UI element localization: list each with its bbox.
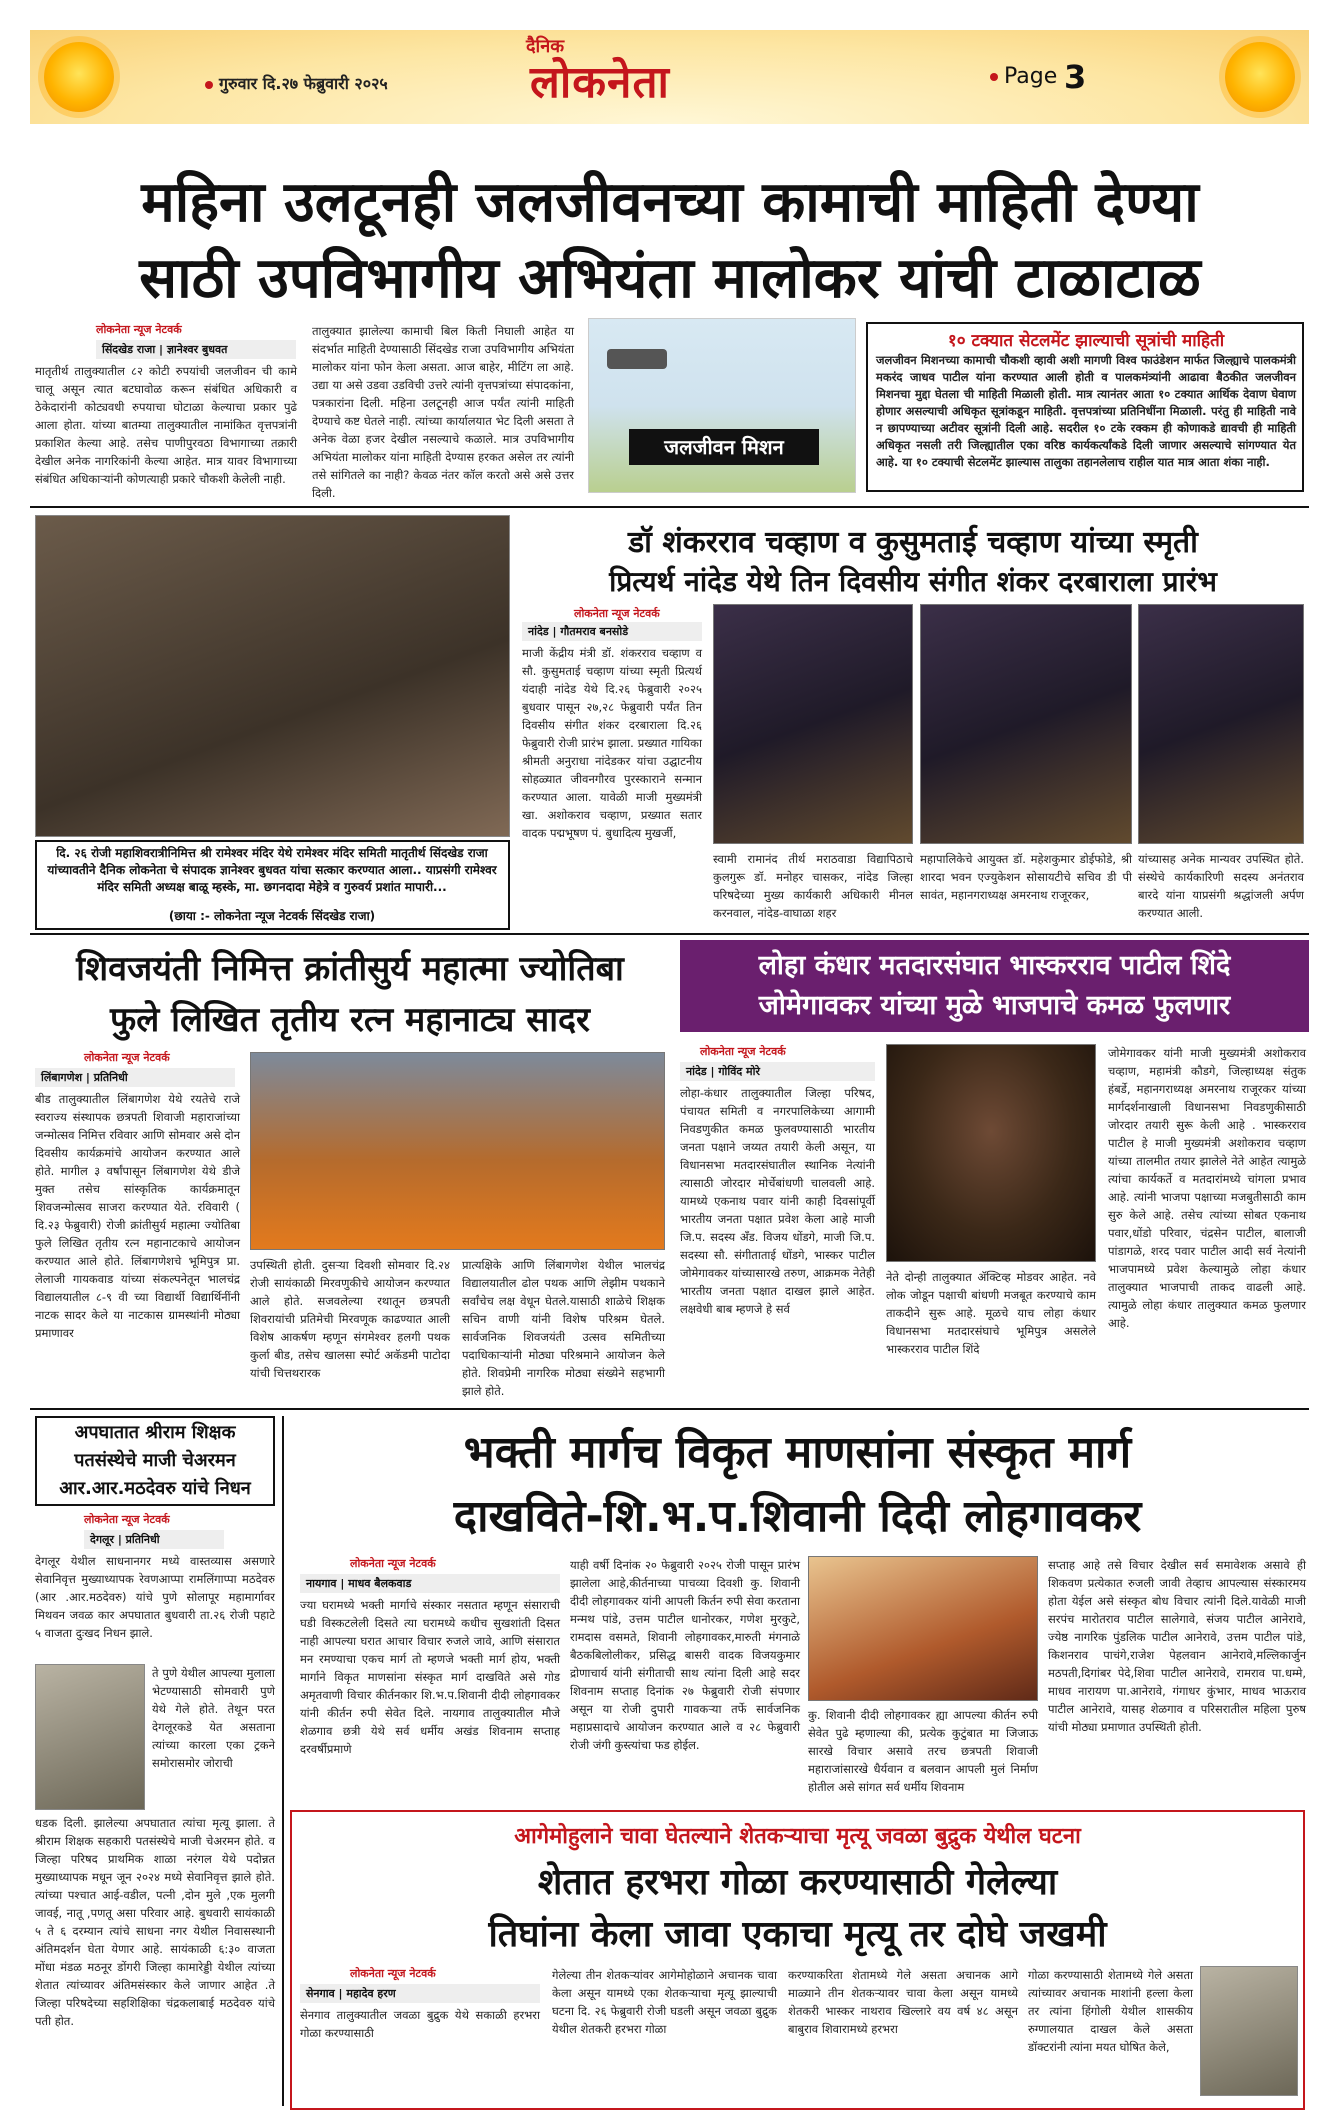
story8-byline: सेनगाव | महादेव हरण [300,1984,540,2003]
page-number: 3 [1064,58,1087,96]
story8-box [290,1810,1305,2110]
story5-headline-1: लोहा कंधार मतदारसंघात भास्करराव पाटील शिंदे [758,950,1231,981]
story6-column-side: ते पुणे येथील आपल्या मुलाला भेटण्यासाठी सोमवारी पुणे येथे गेले होते. तेथून परत देगलूरकडे येत असताना त्यांच्या कारला एका ट्रकने समोरासमोर जोराची [152,1666,275,1770]
event-photo-3 [1138,604,1304,844]
story7-agency: लोकनेता न्यूज नेटवर्क [350,1557,436,1570]
story3-column-2: स्वामी रामानंद तीर्थ मराठवाडा विद्यापिठाचे कुलगुरू डॉ. मनोहर चासकर, नांदेड जिल्हा परिषदेच्या मुख्य कार्यकारी अधिकारी मीनल करनवाल, नांदेड-वाघाळा शहर [713,852,913,920]
section-divider [30,933,1309,935]
story5-column-1: लोहा-कंधार तालुक्यातील जिल्हा परिषद, पंचायत समिती व नगरपालिकेच्या आगामी निवडणुकीत कमळ फुलवण्यासाठी भारतीय जनता पक्षाने जय्यत तयारी केली असून, या विधानसभा मतदारसंघातील स्थानिक नेत्यांनी त्यासाठी जोरदार मोर्चेबांधणी चालवली आहे. यामध्ये एकनाथ पवार यांनी काही दिवसांपूर्वी भारतीय जनता पक्षात प्रवेश केला आहे माजी जि.प. सदस्य अँड. विजय धोंडगे, माजी जि.प. सदस्या सौ. संगीताताई धोंडगे, भास्कर पाटील जोमेगावकर यांच्यासारखे तरुण, आक्रमक नेतेही भारतीय जनता पक्षात दाखल झाले आहेत. लक्षवेधी बाब म्हणजे हे सर्व [680,1086,875,1316]
story5-column-2: नेते दोन्ही तालुक्यात ॲक्टिव्ह मोडवर आहेत. नवे लोक जोडून पक्षाची बांधणी मजबूत करण्याचे काम ताकदीने सुरू आहे. मूळचे याच लोहा कंधार विधानसभा मतदारसंघाचे भूमिपुत्र असलेले भास्करराव पाटील शिंदे [886,1270,1096,1356]
story1-byline: सिंदखेड राजा | ज्ञानेश्वर बुधवत [96,340,296,359]
story5-byline: नांदेड | गोविंद मोरे [680,1062,875,1081]
portrait-photo [886,1044,1096,1262]
story4-column-1: बीड तालुक्यातील लिंबागणेश येथे रयतेचे राजे स्वराज्य संस्थापक छत्रपती शिवाजी महाराजांच्या जन्मोत्सव निमित्त रविवार आणि सोमवार असे दोन दिवसीय कार्यक्रमांचे आयोजन करण्यात आले होते. मागील ३ वर्षांपासून लिंबागणेश येथे डीजे मुक्त तसेच सांस्कृतिक कार्यक्रमातून शिवजन्मोत्सव साजरा करण्यात येते. रविवारी ( दि.२३ फेब्रुवारी) रोजी क्रांतीसुर्य महात्मा ज्योतिबा फुले लिखित तृतीय रत्न महानाटकाचे आयोजन करण्यात आले होते. लिंबागणेशचे भूमिपुत्र प्रा. लेलाजी गायकवाड यांच्या संकल्पनेतून भालचंद्र विद्यालयातील ८-९ वी च्या विद्यार्थी विद्यार्थिनींनी नाटक सादर केले या नाटकास ग्रामस्थांनी मोठ्या प्रमाणावर [35,1092,240,1340]
story7-headline-1: भक्ती मार्गच विकृत माणसांना संस्कृत मार्ग [463,1427,1132,1478]
story4-agency: लोकनेता न्यूज नेटवर्क [84,1051,170,1064]
column-divider [282,1416,284,2106]
event-photo-1 [713,604,913,844]
story4-headline-2: फुले लिखित तृतीय रत्न महानाट्य सादर [110,1000,590,1040]
story1-box-title: १० टक्यात सेटलमेंट झाल्याची सूत्रांची माहिती [947,331,1225,351]
story1-agency: लोकनेता न्यूज नेटवर्क [96,323,182,336]
story1-column-2: तालुक्यात झालेल्या कामाची बिल किती निघाली आहेत या संदर्भात माहिती देण्यासाठी सिंदखेड राजा उपविभागीय अभियंता मालोकर यांना फोन केला असता. आज बाहेर, मीटिंग ला आहे. उद्या या असे उडवा उडविची उत्तरे त्यांनी वृत्तपत्रांच्या संपादकांना, पत्रकारांना दिली. महिना उलटूनही आज पर्यंत त्यांनी माहिती देण्याचे कष्ट घेतले नाही. त्यांच्या कार्यालयात भेट दिली असता ते अनेक वेळा हजर देखील नसल्याचे कळाले. मात्र उपविभागीय अभियंता मालोकर यांना माहिती देण्यास हरकत असेल तर त्यांनी तसे सांगितले का नाही? केवळ नंतर कॉल करतो असे असे उत्तर दिली. [312,324,574,500]
story6-column-top: देगलूर येथील साधनानगर मध्ये वास्तव्यास असणारे सेवानिवृत्त मुख्याध्यापक रेवणआप्पा रामलिंगाप्पा मठदेवरु (आर .आर.मठदेवरु) यांचे पुणे सोलापूर महामार्गावर मिथवन जवळ कार अपघातात बुधवारी ता.२६ रोजी पहाटे ५ वाजता दुःखद निधन झाले. [35,1554,275,1640]
story3-column-3: महापालिकेचे आयुक्त डॉ. महेशकुमार डोईफोडे, श्री शारदा भवन एज्युकेशन सोसायटीचे सचिव डी पी सावंत, महानगराध्यक्ष अमरनाथ राजूरकर, [920,852,1132,902]
story7-byline: नायगाव | माधव बैलकवाड [300,1574,560,1593]
story8-column-1: सेनगाव तालुक्यातील जवळा बुद्रुक येथे सकाळी हरभरा गोळा करण्यासाठी [300,2008,540,2040]
story6-headline-2: पतसंस्थेचे माजी चेअरमन [74,1450,236,1471]
sun-icon-right [1225,42,1295,112]
story4-column-2: उपस्थिती होती. दुसऱ्या दिवशी सोमवार दि.२४ रोजी सायंकाळी मिरवणुकीचे आयोजन करण्यात आले होते. सजवलेल्या रथातून छत्रपती शिवरायांची प्रतिमेची मिरवणूक काढण्यात आली विशेष आकर्षण म्हणून संगमेश्वर हलगी पथक कुर्ला बीड, तसेच खालसा स्पोर्ट अकॅडमी पाटोदा यांची चित्तथरारक [250,1258,450,1380]
issue-date: गुरुवार दि.२७ फेब्रुवारी २०२५ [205,72,388,94]
section-divider [30,1408,1309,1410]
story6-byline: देगलूर | प्रतिनिधी [84,1530,224,1549]
story6-column-bottom: धडक दिली. झालेल्या अपघातात त्यांचा मृत्यू झाला. ते श्रीराम शिक्षक सहकारी पतसंस्थेचे माजी चेअरमन होते. व जिल्हा परिषद प्राथमिक शाळा नरंगल येथे पदोन्नत मुख्याध्यापक मधून जून २०२४ मध्ये सेवानिवृत्त झाले होते. त्यांच्या पश्चात आई-वडील, पत्नी ,दोन मुले ,एक मुलगी जावई, नातू ,पणतू असा परिवार आहे. बुधवारी सायंकाळी ५ ते ६ दरम्यान त्यांचे साधना नगर येथील निवासस्थानी अंतिमदर्शन घेता येणार आहे. सायंकाळी ६:३० वाजता मोंधा मंडळ मठनूर डोंगरी जिल्हा कामारेड्डी येथील त्यांच्या शेतात त्यांच्यावर अंतिमसंस्कार केले जाणार आहेत .ते जिल्हा परिषदेच्या सहशिक्षिका चंद्रकलाबाई मठदेवरु यांचे पती होत. [35,1816,275,2028]
felicitation-photo [35,515,510,837]
page-label: Page [990,64,1057,89]
newspaper-logo: लोकनेता [530,57,670,108]
story7-headline-2: दाखविते-शि.भ.प.शिवानी दिदी लोहगावकर [453,1491,1142,1542]
jal-jeevan-label: जलजीवन मिशन [629,429,819,465]
story8-column-3: करण्याकरिता शेतामध्ये गेले असता अचानक आगे माळ्याने तीन शेतकऱ्यावर चावा केला असून यामध्ये शेतकरी भास्कर नाथराव खिल्लारे वय वर्ष ४८ असून बाबुराव शिवारामध्ये हरभरा [788,1968,1018,2036]
story5-agency: लोकनेता न्यूज नेटवर्क [700,1045,786,1058]
story7-column-2: याही वर्षी दिनांक २० फेब्रुवारी २०२५ रोजी पासून प्रारंभ झालेला आहे,कीर्तनाच्या पाचव्या दिवशी कु. शिवानी दीदी लोहगावकर यांनी आपली किर्तन रुपी सेवा करताना मन्मथ पांडे, उत्तम पाटील धानोरकर, गणेश मुरकुटे, रामदास वसमते, शिवानी लोहगावकर,मारुती मंगनाळे बैठकबिलोलीकर, प्रसिद्ध बासरी वादक विजयकुमार द्रोणाचार्य यांनी संगीताची साथ त्यांना दिली आहे सदर शिवनाम सप्ताह दिनांक २७ फेब्रुवारी रोजी संपणार असून या रोजी दुपारी गावकऱ्या तर्फे सार्वजनिक महाप्रसादाचे आयोजन करण्यात आले व २८ फेब्रुवारी रोजी जंगी कुस्त्यांचा फड होईल. [570,1558,800,1752]
story2-caption: दि. २६ रोजी महाशिवरात्रीनिमित्त श्री रामेश्वर मंदिर येथे रामेश्वर मंदिर समिती मातृतीर्थ सिंदखेड राजा यांच्यावतीने दैनिक लोकनेता चे संपादक ज्ञानेश्वर बुधवत यांचा सत्कार करण्यात आला.. याप्रसंगी रामेश्वर मंदिर समिती अध्यक्ष बाळू म्हस्के, मा. छगनदादा मेहेत्रे व गुरुवर्य प्रशांत मापारी... [47,846,497,894]
kirtan-photo [808,1556,1038,1701]
procession-photo [250,1052,665,1250]
injured-photo [1200,1966,1298,2096]
story8-column-4: गोळा करण्यासाठी शेतामध्ये गेले असता त्यांच्यावर अचानक माशांनी हल्ला केला तर त्यांना हिंगोली येथील शासकीय रुग्णालयात दाखल केले असता डॉक्टरांनी त्यांना मयत घोषित केले, [1028,1968,1193,2054]
story8-headline-1: शेतात हरभरा गोळा करण्यासाठी गेलेल्या [537,1862,1058,1903]
story5-column-3: जोमेगावकर यांनी माजी मुख्यमंत्री अशोकराव चव्हाण, महामंत्री कौडगे, जिल्हाध्यक्ष संतुक हंबर्डे, महानगराध्यक्ष अमरनाथ राजूरकर यांच्या मार्गदर्शनाखाली विधानसभा निवडणुकीसाठी जोरदार तयारी सुरू केली आहे . भास्करराव पाटील हे माजी मुख्यमंत्री अशोकराव चव्हाण यांच्या तालमीत तयार झालेले नेते आहेत त्यामुळे त्यांचा कार्यकर्ते व मतदारांमध्ये चांगला प्रभाव आहे. त्यांनी भाजपा पक्षाच्या मजबुतीसाठी काम सुरु केले आहे. तसेच त्यांच्या सोबत एकनाथ पवार,धोंडो परिवार, चंद्रसेन पाटील, बालाजी पांडागळे, शरद पवार पाटील आदी सर्व नेत्यांनी भाजपामध्ये प्रवेश केल्यामुळे लोहा कंधार तालुक्यात भाजपाची ताकद वाढली आहे. त्यामुळे लोहा कंधार तालुक्यात कमळ फुलणार आहे. [1108,1046,1306,1330]
story3-agency: लोकनेता न्यूज नेटवर्क [574,607,660,620]
bullet-icon [990,73,998,81]
story8-agency: लोकनेता न्यूज नेटवर्क [350,1967,436,1980]
story7-photo-caption: कु. शिवानी दीदी लोहगावकर ह्या आपल्या कीर्तन रुपी सेवेत पुढे म्हणाल्या की, प्रत्येक कुटुंबात मा जिजाऊ सारखे विचार असावे तरच छत्रपती शिवाजी महाराजांसारखे धैर्यवान व बलवान आपली मुलं निर्माण होतील असे सांगत सर्व धर्मीय शिवनाम [808,1708,1038,1794]
bullet-icon [205,81,213,89]
section-divider [30,506,1309,508]
story6-headline-3: आर.आर.मठदेवरु यांचे निधन [59,1478,251,1499]
story8-headline-2: तिघांना केला जावा एकाचा मृत्यू तर दोघे जखमी [488,1914,1107,1955]
story4-headline-1: शिवजयंती निमित्त क्रांतीसुर्य महात्मा ज्योतिबा [76,949,624,989]
story4-column-3: प्रात्यक्षिके आणि लिंबागणेश येथील भालचंद्र विद्यालयातील ढोल पथक आणि लेझीम पथकाने सर्वांचेच लक्ष वेधून घेतले.यासाठी शाळेचे शिक्षक सचिन वाणी यांनी विशेष परिश्रम घेतले. सार्वजनिक शिवजयंती उत्सव समितीच्या पदाधिकाऱ्यांनी मोठ्या परिश्रमाने आयोजन केले होते. शिवप्रेमी नागरिक मोठ्या संख्येने सहभागी झाले होते. [462,1258,665,1398]
story3-column-1: माजी केंद्रीय मंत्री डॉ. शंकरराव चव्हाण व सौ. कुसुमताई चव्हाण यांच्या स्मृती प्रित्यर्थ यंदाही नांदेड येथे दि.२६ फेब्रुवारी २०२५ बुधवार पासून २७,२८ फेब्रुवारी पर्यंत तिन दिवसीय संगीत शंकर दरबाराला दि.२६ फेब्रुवारी रोजी प्रारंभ झाला. प्रख्यात गायिका श्रीमती अनुराधा नांदेडकर यांचा उद्घाटनीय सोहळ्यात जीवनगौरव पुरस्काराने सन्मान करण्यात आला. यावेळी माजी मुख्यमंत्री खा. अशोकराव चव्हाण, प्रख्यात सतार वादक पद्मभूषण पं. बुधादित्य मुखर्जी, [522,646,702,840]
sun-icon-left [44,42,114,112]
obituary-photo [35,1664,145,1810]
story7-column-3: सप्ताह आहे तसे विचार देखील सर्व समावेशक असावे ही शिकवण प्रत्येकात रुजली जावी तेव्हाच आपल्यास संस्कारमय होता येईल असे संस्कृत बोध विचार त्यांनी दिले.यावेळी माजी सरपंच मारोतराव पाटील सालेगावे, संजय पाटील आनेरावे, ज्येष्ठ नागरिक पुंडलिक पाटील आनेरावे, उत्तम पाटील पांडे, किशनराव पाचंगे,राजेश पेहलवान आनेरावे,मल्लिकार्जुन मठपती,दिगांबर पेदे,शिवा पाटील आनेरावे, रामराव पा.धम्मे, माधव नारायण पा.आनेरावे, गंगाधर कुंभार, माधव भाऊराव पाटील आनेरावे, यासह शेळगाव व परिसरातील महिला पुरुष यांची मोठ्या प्रमाणात उपस्थिती होती. [1048,1558,1306,1734]
story1-column-1: मातृतीर्थ तालुक्यातील ८२ कोटी रुपयांची जलजीवन ची कामे चालू असून त्यात बटघावोळ करून संबंधित अधिकारी व ठेकेदारांनी कोट्यवधी रुपयाचा घोटाळा केल्याचा प्रकार पुढे आला होता. यांच्या बातम्या तालुक्यातील नामांकित वृत्तपत्रांनी प्रकाशित केल्या आहे. तसेच पाणीपुरवठा विभागाच्या तक्रारी देखील अनेक नागरिकांनी केल्या आहेत. मात्र यावर विभागाच्या संबंधित अधिकाऱ्यांनी कोणत्याही प्रकारे चौकशी केलेली नाही. [35,364,297,486]
tap-icon [607,349,667,369]
story8-column-2: गेलेल्या तीन शेतकऱ्यांवर आगेमोहोळाने अचानक चावा केला असून यामध्ये एका शेतकऱ्याचा मृत्यू झाल्याची घटना दि. २६ फेब्रुवारी रोजी घडली असून जवळा बुद्रुक येथील शेतकरी हरभरा गोळा [552,1968,777,2036]
story3-column-4: यांच्यासह अनेक मान्यवर उपस्थित होते. संस्थेचे कार्यकारिणी सदस्य अनंतराव बारदे यांना याप्रसंगी श्रद्धांजली अर्पण करण्यात आली. [1138,852,1304,920]
story5-headline-2: जोमेगावकर यांच्या मुळे भाजपाचे कमळ फुलणार [758,990,1231,1021]
story3-byline: नांदेड | गौतमराव बनसोडे [522,622,702,641]
story1-headline-2: साठी उपविभागीय अभियंता मालोकर यांची टाळाटाळ [139,246,1201,311]
story6-agency: लोकनेता न्यूज नेटवर्क [84,1513,170,1526]
story1-headline-1: महिना उलटूनही जलजीवनच्या कामाची माहिती देण्या [141,170,1199,235]
story7-column-1: ज्या घरामध्ये भक्ती मार्गाचे संस्कार नसतात म्हणून संसाराची घडी विस्कटलेली दिसते त्या घरामध्ये कधीच सुखशांती दिसत नाही आपल्या घरात आचार विचार रुजले जावे, आणि संसारात मन रमण्याचा एकच मार्ग तो म्हणजे भक्ती मार्ग होय, भक्ती मार्गाने विकृत माणसांना संस्कृत मार्ग दाखविते असे गोड अमृतवाणी विचार कीर्तनकार शि.भ.प.शिवानी दीदी लोहगावकर यांनी कीर्तन रुपी सेवेत दिले. नायगाव तालुक्यातील मौजे शेळगाव छत्री येथे सर्व धर्मीय अखंड शिवनाम सप्ताह दरवर्षीप्रमाणे [300,1598,560,1756]
story3-headline-2: प्रित्यर्थ नांदेड येथे तिन दिवसीय संगीत शंकर दरबाराला प्रारंभ [609,565,1217,598]
story5-headline-box [680,940,1309,1032]
story4-byline: लिंबागणेश | प्रतिनिधी [35,1068,235,1087]
water-tank-photo [588,318,856,493]
story2-photo-credit: (छाया :- लोकनेता न्यूज नेटवर्क सिंदखेड राजा) [168,909,376,923]
event-photo-2 [920,604,1132,844]
story6-headline-1: अपघातात श्रीराम शिक्षक [74,1422,236,1443]
logo-prefix: दैनिक [526,36,565,57]
story8-kicker: आगेमोहुलाने चावा घेतल्याने शेतकऱ्याचा मृत्यू जवळा बुद्रुक येथील घटना [514,1824,1081,1849]
story3-headline-1: डॉ शंकरराव चव्हाण व कुसुमताई चव्हाण यांच्या स्मृती [628,525,1198,560]
story1-box-text: जलजीवन मिशनच्या कामाची चौकशी व्हावी अशी मागणी विश्व फाउंडेशन मार्फत जिल्ह्याचे पालकमंत्री मकरंद जाधव पाटील यांना करण्यात आली होती व पालकमंत्र्यांनी आढावा बैठकीत जलजीवन मिशनचा मुद्दा घेतला ची माहिती मिळाली होती. मात्र त्यानंतर आता १० टक्यात आर्थिक देवाण घेवाण होणार असल्याची अधिकृत सूत्रांकडून माहिती. वृत्तपत्रांच्या प्रतिनिधींना मिळाली. परंतु ही माहिती नावे न छापण्याच्या अटीवर सूत्रांनी दिली आहे. सदरील १० टके रक्कम ही कोणाकडे द्यावची ही माहिती अधिकृत नसली तरी जिल्ह्यातील एका वरिष्ठ कार्यकर्त्यांकडे दिली जाणार असल्याचे सांगण्यात येत आहे. या १० टक्याची सेटलमेंट झाल्यास तालुका तहानलेलाच राहील यात मात्र आता शंका नाही. [876,353,1296,469]
